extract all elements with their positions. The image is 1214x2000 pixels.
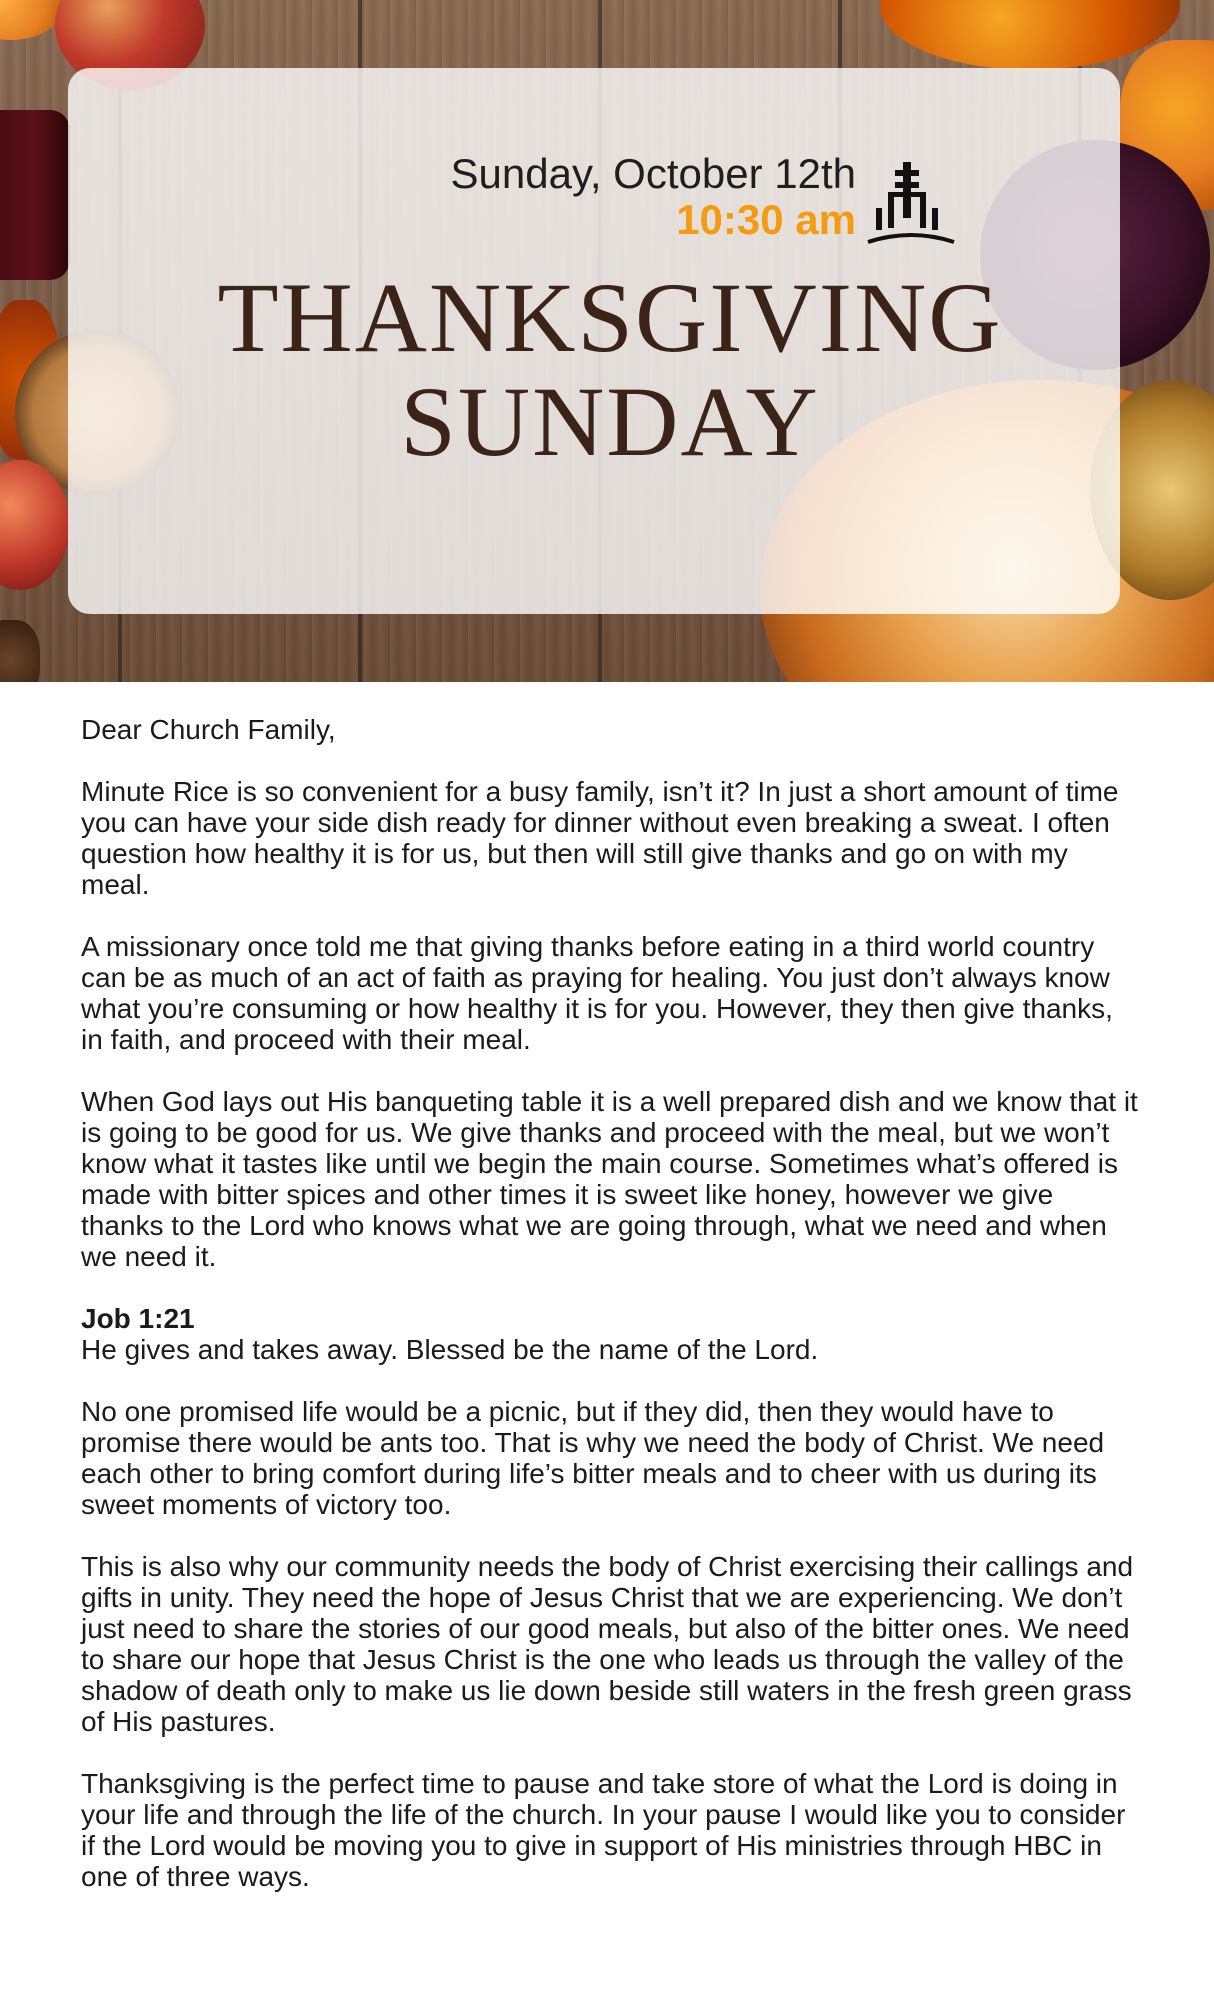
letter-paragraph: Minute Rice is so convenient for a busy family, isn’t it? In just a short amount of time you can have your side dish ready for dinner without even breaking a sweat. I often question how healthy it is for us, but then will still give thanks and go on with my meal.: [81, 776, 1119, 900]
event-date: Sunday, October 12th: [450, 150, 856, 197]
letter-greeting: Dear Church Family,: [81, 714, 336, 745]
scripture-block: [81, 1303, 1141, 1365]
event-title-line1: THANKSGIVING: [217, 262, 1003, 373]
letter-paragraph: Thanksgiving is the perfect time to pause and take store of what the Lord is doing in your life and through the life of the church. In your pause I would like you to consider if the Lord would be moving you to give in support of His ministries through HBC in one of three ways.: [81, 1768, 1126, 1892]
letter-paragraph: When God lays out His banqueting table it is a well prepared dish and we know that it is going to be good for us. We give thanks and proceed with the meal, but we won’t know what it tastes like until we begin the main course. Sometimes what’s offered is made with bitter spices and other times it is sweet like honey, however we give thanks to the Lord who knows what we are going through, what we need and when we need it.: [81, 1086, 1138, 1272]
hero-banner: [0, 0, 1214, 682]
event-title-line2: SUNDAY: [400, 366, 820, 477]
pinecone-image: [0, 620, 40, 682]
event-time: 10:30 am: [676, 196, 856, 243]
scripture-text: He gives and takes away. Blessed be the name of the Lord.: [81, 1334, 819, 1365]
letter-paragraph: This is also why our community needs the body of Christ exercising their callings and gifts in unity. They need the hope of Jesus Christ that we are experiencing. We don’t just need to share the stories of our good meals, but also of the bitter ones. We need to share our hope that Jesus Christ is the one who leads us through the valley of the shadow of death only to make us lie down beside still waters in the fresh green grass of His pastures.: [81, 1551, 1134, 1737]
pastor-letter: [81, 714, 1141, 1923]
letter-paragraph: No one promised life would be a picnic, but if they did, then they would have to promise there would be ants too. That is why we need the body of Christ. We need each other to bring comfort during life’s bitter meals and to cheer with us during its sweet moments of victory too.: [81, 1396, 1105, 1520]
letter-paragraph: A missionary once told me that giving thanks before eating in a third world country can be as much of an act of faith as praying for healing. You just don’t always know what you’re consuming or how healthy it is for you. However, they then give thanks, in faith, and proceed with their meal.: [81, 931, 1113, 1055]
church-icon: [862, 158, 960, 248]
scripture-reference: Job 1:21: [81, 1303, 195, 1334]
